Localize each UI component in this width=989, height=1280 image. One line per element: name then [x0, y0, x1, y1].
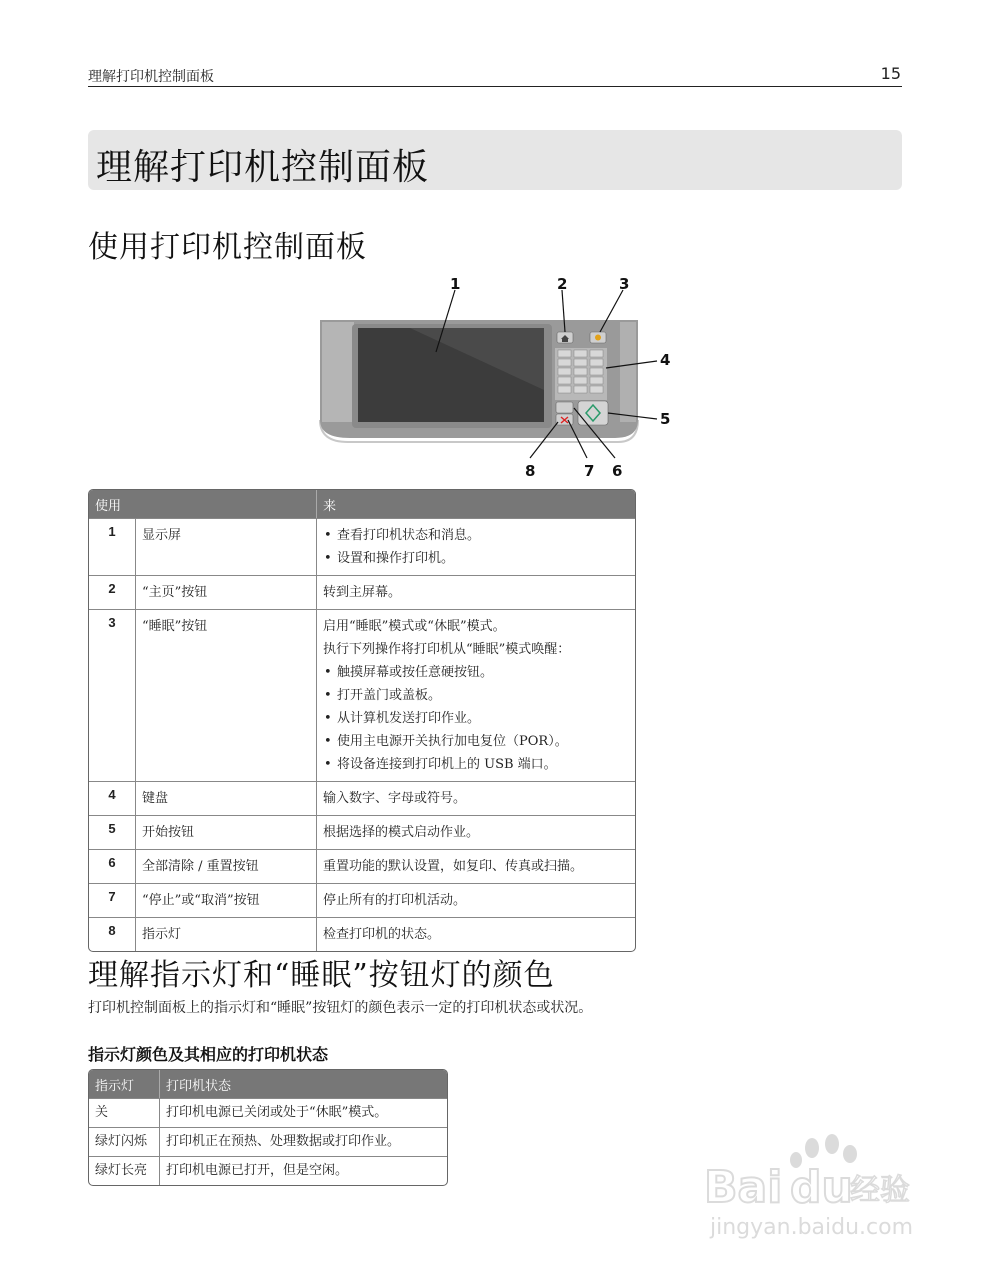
- row-control-name: “主页”按钮: [136, 575, 317, 609]
- row-description: [317, 883, 635, 917]
- row-description: [317, 781, 635, 815]
- running-header-title: 理解打印机控制面板: [88, 69, 214, 85]
- table-header-status: 打印机状态: [160, 1070, 447, 1098]
- callout-5: 5: [660, 410, 671, 428]
- row-description: [317, 815, 635, 849]
- row-number: 5: [89, 815, 136, 849]
- indicator-table-body: [89, 1098, 447, 1185]
- bullet-item: • 设置和操作打印机。: [323, 547, 629, 570]
- description-line: 启用“睡眠”模式或“休眠”模式。: [323, 619, 506, 634]
- header-rule: [88, 86, 902, 87]
- table-row: [89, 609, 635, 781]
- row-number: 4: [89, 781, 136, 815]
- row-number: 6: [89, 849, 136, 883]
- row-description: [317, 917, 635, 951]
- row-control-name: “睡眠”按钮: [136, 609, 317, 781]
- svg-text:Bai: Bai: [704, 1162, 783, 1213]
- table-row: [89, 1127, 447, 1156]
- section-title-use-panel: 使用打印机控制面板: [88, 230, 367, 265]
- row-number: 7: [89, 883, 136, 917]
- svg-text:经验: 经验: [850, 1173, 910, 1208]
- bullet-item: • 查看打印机状态和消息。: [323, 524, 629, 547]
- callout-1: 1: [450, 275, 461, 293]
- description-line: 转到主屏幕。: [323, 585, 402, 600]
- callout-7: 7: [584, 462, 595, 480]
- control-panel-table-grid: [89, 490, 635, 951]
- description-line: 重置功能的默认设置，如复印、传真或扫描。: [323, 859, 584, 874]
- svg-text:du: du: [790, 1162, 853, 1213]
- callout-3: 3: [619, 275, 630, 293]
- section-title-light-colors: 理解指示灯和“睡眠”按钮灯的颜色: [88, 958, 555, 993]
- row-description: [317, 575, 635, 609]
- description-line: 输入数字、字母或符号。: [323, 791, 467, 806]
- callout-2: 2: [557, 275, 568, 293]
- row-number: 2: [89, 575, 136, 609]
- row-description: [317, 518, 635, 575]
- description-line: 检查打印机的状态。: [323, 927, 441, 942]
- table-row: [89, 1098, 447, 1127]
- section-paragraph: 打印机控制面板上的指示灯和“睡眠”按钮灯的颜色表示一定的打印机状态或状况。: [88, 1000, 593, 1016]
- table-row: [89, 575, 635, 609]
- table-row: [89, 518, 635, 575]
- bullet-item: • 将设备连接到打印机上的 USB 端口。: [323, 753, 629, 776]
- indicator-table-grid: [89, 1070, 447, 1185]
- callout-6: 6: [612, 462, 623, 480]
- indicator-cell: 绿灯长亮: [89, 1156, 160, 1185]
- description-line: 停止所有的打印机活动。: [323, 893, 467, 908]
- indicator-cell: 绿灯闪烁: [89, 1127, 160, 1156]
- status-cell: 打印机电源已关闭或处于“休眠”模式。: [160, 1098, 447, 1127]
- table-header-purpose: 来: [317, 490, 635, 518]
- table-header-use: 使用: [89, 490, 317, 518]
- row-control-name: 指示灯: [136, 917, 317, 951]
- row-control-name: 开始按钮: [136, 815, 317, 849]
- page-number: 15: [880, 64, 901, 83]
- row-description: [317, 849, 635, 883]
- control-panel-illustration: [300, 270, 680, 485]
- table-row: [89, 1156, 447, 1185]
- bullet-item: • 触摸屏幕或按任意硬按钮。: [323, 661, 629, 684]
- callout-8: 8: [525, 462, 536, 480]
- description-line: 根据选择的模式启动作业。: [323, 825, 480, 840]
- bullet-item: • 从计算机发送打印作业。: [323, 707, 629, 730]
- subsection-title: 指示灯颜色及其相应的打印机状态: [88, 1045, 329, 1064]
- row-control-name: 键盘: [136, 781, 317, 815]
- bullet-list: [323, 661, 629, 776]
- status-cell: 打印机电源已打开，但是空闲。: [160, 1156, 447, 1185]
- chapter-banner: [88, 130, 902, 190]
- control-panel-table-body: [89, 518, 635, 951]
- chapter-title: 理解打印机控制面板: [96, 147, 430, 188]
- description-line: 执行下列操作将打印机从“睡眠”模式唤醒：: [323, 642, 571, 657]
- row-number: 3: [89, 609, 136, 781]
- bullet-item: • 使用主电源开关执行加电复位（POR）。: [323, 730, 629, 753]
- row-number: 8: [89, 917, 136, 951]
- table-row: [89, 917, 635, 951]
- table-row: [89, 781, 635, 815]
- row-number: 1: [89, 518, 136, 575]
- row-description: [317, 609, 635, 781]
- baidu-watermark: [700, 1130, 940, 1250]
- status-cell: 打印机正在预热、处理数据或打印作业。: [160, 1127, 447, 1156]
- callout-4: 4: [660, 351, 671, 369]
- control-panel-figure: [300, 270, 680, 485]
- row-control-name: 显示屏: [136, 518, 317, 575]
- row-control-name: 全部清除 / 重置按钮: [136, 849, 317, 883]
- svg-text:jingyan.baidu.com: jingyan.baidu.com: [710, 1215, 914, 1240]
- table-row: [89, 815, 635, 849]
- row-control-name: “停止”或“取消”按钮: [136, 883, 317, 917]
- table-row: [89, 849, 635, 883]
- indicator-cell: 关: [89, 1098, 160, 1127]
- bullet-item: • 打开盖门或盖板。: [323, 684, 629, 707]
- table-header-indicator: 指示灯: [89, 1070, 160, 1098]
- indicator-table: [88, 1069, 448, 1186]
- table-row: [89, 883, 635, 917]
- bullet-list: [323, 524, 629, 570]
- control-panel-table: [88, 489, 636, 952]
- baidu-paw-logo: [700, 1130, 940, 1250]
